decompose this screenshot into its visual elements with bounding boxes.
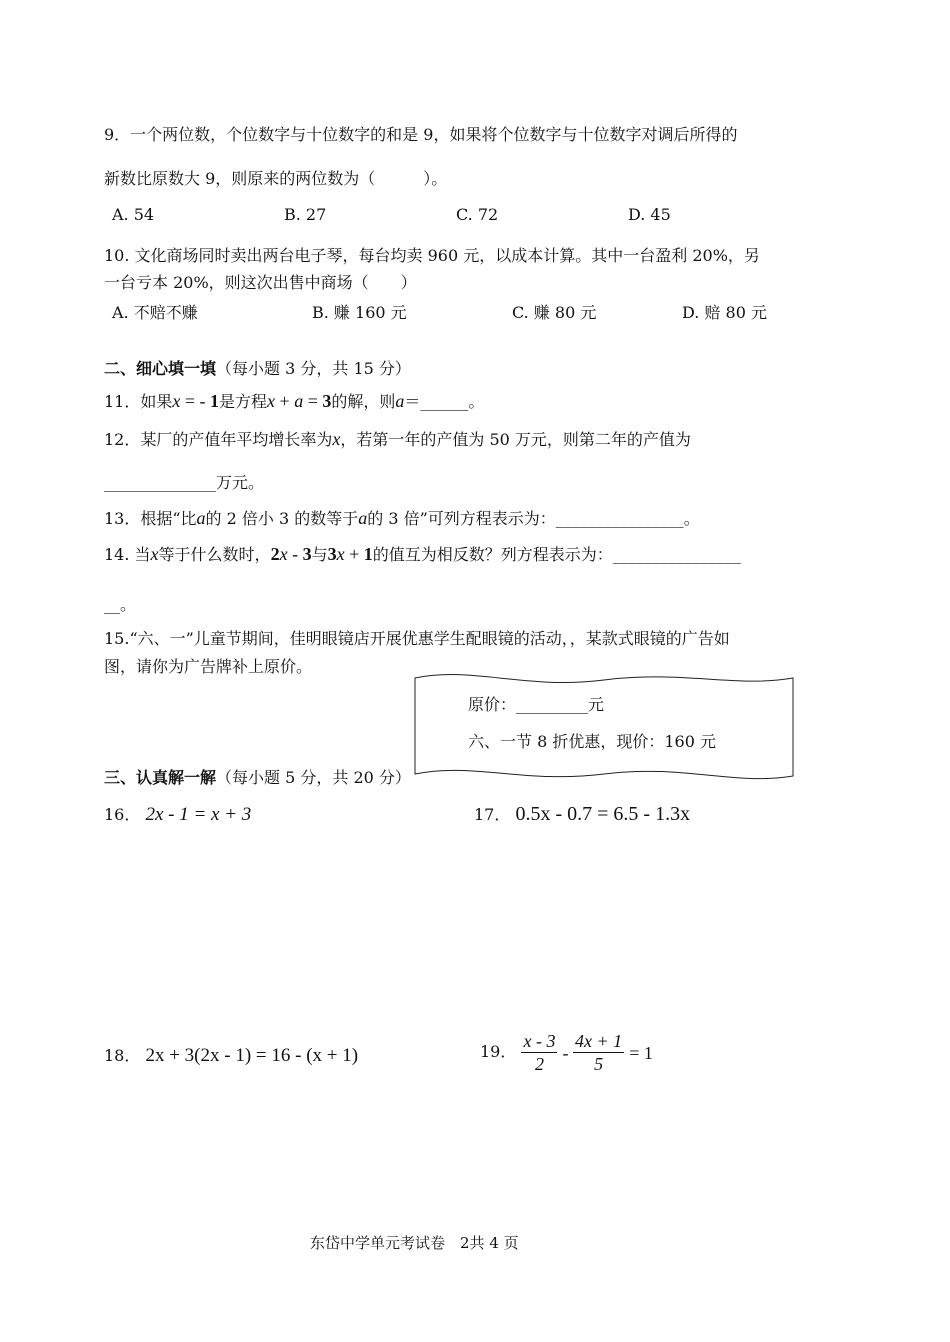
q14-math-2: 2	[270, 544, 280, 564]
q19-minus: -	[562, 1043, 574, 1063]
q13-text-3: 的 3 倍”可列方程表示为：________________。	[367, 509, 700, 528]
q17-number: 17．	[474, 805, 511, 824]
ad-original-price-label: 原价：	[468, 695, 517, 714]
q11-math-eq: = -	[180, 391, 211, 411]
q12-line1	[104, 427, 691, 450]
q10-option-c: C. 赚 80 元	[512, 303, 597, 322]
ad-discount-text: 六、一节 8 折优惠，现价：160 元	[468, 732, 716, 751]
q18-number: 18．	[104, 1046, 141, 1065]
q13-math-a: a	[196, 508, 206, 528]
q14-text-2: 等于什么数时，	[158, 545, 271, 564]
q10-line1: 10. 文化商场同时卖出两台电子琴，每台均卖 960 元，以成本计算。其中一台盈利 20%，另	[104, 246, 760, 265]
q13-text-2: 的 2 倍小 3 的数等于	[205, 509, 359, 528]
q14-math-x3: x	[336, 544, 345, 564]
q16	[104, 802, 251, 826]
q19-number: 19．	[480, 1042, 517, 1061]
ad-original-price-unit: 元	[588, 695, 605, 714]
q9-option-d: D. 45	[628, 205, 671, 224]
q9-option-a: A. 54	[112, 205, 155, 224]
q18-equation: 2x + 3(2x - 1) = 16 - (x + 1)	[145, 1045, 359, 1066]
q14-line1	[104, 542, 741, 565]
q14-math-minus: -	[287, 544, 303, 564]
q17	[474, 802, 690, 826]
wavy-banner-outline	[414, 672, 794, 780]
q11-text-1: 11．如果	[104, 392, 173, 411]
q19-fraction-1-denominator: 2	[534, 1054, 544, 1074]
q11-math-x: x	[172, 391, 181, 411]
q14-math-1: 1	[363, 544, 373, 564]
q9-option-c: C. 72	[456, 205, 499, 224]
q9-line1: 9．一个两位数，个位数字与十位数字的和是 9，如果将个位数字与十位数字对调后所得的	[104, 125, 738, 144]
ad-original-price-blank: _________	[516, 695, 589, 714]
q14-text-3: 与	[311, 545, 328, 564]
q10-option-a: A. 不赔不赚	[112, 303, 198, 322]
q11-math-eq2: =	[303, 391, 323, 411]
section-2-title: 二、细心填一填	[104, 359, 217, 378]
q14-math-x: x	[150, 544, 159, 564]
q19-rhs: = 1	[629, 1043, 653, 1063]
q12-text-1: 12．某厂的产值年平均增长率为	[104, 430, 333, 449]
ad-original-price	[468, 692, 604, 715]
q10-option-b: B. 赚 160 元	[312, 303, 407, 322]
q14-text-1: 14. 当	[104, 545, 151, 564]
q19-fraction-2-numerator: 4x + 1	[575, 1031, 623, 1051]
q9-line2: 新数比原数大 9，则原来的两位数为（ ）。	[104, 169, 448, 188]
advertisement-board	[414, 672, 794, 780]
q13-math-a2: a	[358, 508, 368, 528]
q15-line2: 图，请你为广告牌补上原价。	[104, 657, 313, 676]
q11-math-1: 1	[210, 391, 220, 411]
q15-line1: 15.“六、一”儿童节期间，佳明眼镜店开展优惠学生配眼镜的活动，，某款式眼镜的广告如	[104, 629, 730, 648]
q14-math-plus: +	[344, 544, 364, 564]
q14-math-x2: x	[279, 544, 288, 564]
q11-math-3: 3	[322, 391, 332, 411]
q10-line2: 一台亏本 20%，则这次出售中商场（ ）	[104, 273, 417, 292]
q16-equation: 2x - 1 = x + 3	[145, 804, 252, 825]
q11-math-a2: a	[395, 391, 405, 411]
q11-text-3: 的解，则	[331, 392, 396, 411]
q11-math-plus: +	[275, 391, 295, 411]
q14-line2: __。	[104, 595, 137, 614]
q12-math-x: x	[332, 429, 341, 449]
q12-text-2: ，若第一年的产值为 50 万元，则第二年的产值为	[340, 430, 691, 449]
q18	[104, 1043, 358, 1067]
section-2-note: （每小题 3 分，共 15 分）	[216, 359, 411, 378]
q19	[480, 1032, 653, 1077]
q11-text-4: ＝______。	[404, 392, 485, 411]
q14-math-3b: 3	[327, 544, 337, 564]
page-footer: 东岱中学单元考试卷 2共 4 页	[310, 1234, 519, 1252]
q13	[104, 506, 700, 529]
q19-fraction-2	[573, 1030, 624, 1075]
q10-option-d: D. 赔 80 元	[682, 303, 767, 322]
section-3-heading	[104, 765, 411, 788]
q14-text-4: 的值互为相反数？列方程表示为：________________	[372, 545, 741, 564]
q11-math-a: a	[294, 391, 304, 411]
q17-equation: 0.5x - 0.7 = 6.5 - 1.3x	[515, 803, 691, 825]
q19-fraction-2-denominator: 5	[594, 1054, 604, 1074]
q12-line2: ______________万元。	[104, 473, 265, 492]
q19-fraction-1-numerator: x - 3	[523, 1031, 556, 1051]
section-3-note: （每小题 5 分，共 20 分）	[216, 768, 411, 787]
q19-fraction-1	[521, 1030, 557, 1075]
q11	[104, 389, 484, 412]
section-2-heading	[104, 356, 411, 379]
section-3-title: 三、认真解一解	[104, 768, 217, 787]
q16-number: 16．	[104, 805, 141, 824]
q11-math-x2: x	[267, 391, 276, 411]
q13-text-1: 13．根据“比	[104, 509, 197, 528]
q11-text-2: 是方程	[219, 392, 268, 411]
q14-math-3: 3	[302, 544, 312, 564]
q9-option-b: B. 27	[284, 205, 327, 224]
